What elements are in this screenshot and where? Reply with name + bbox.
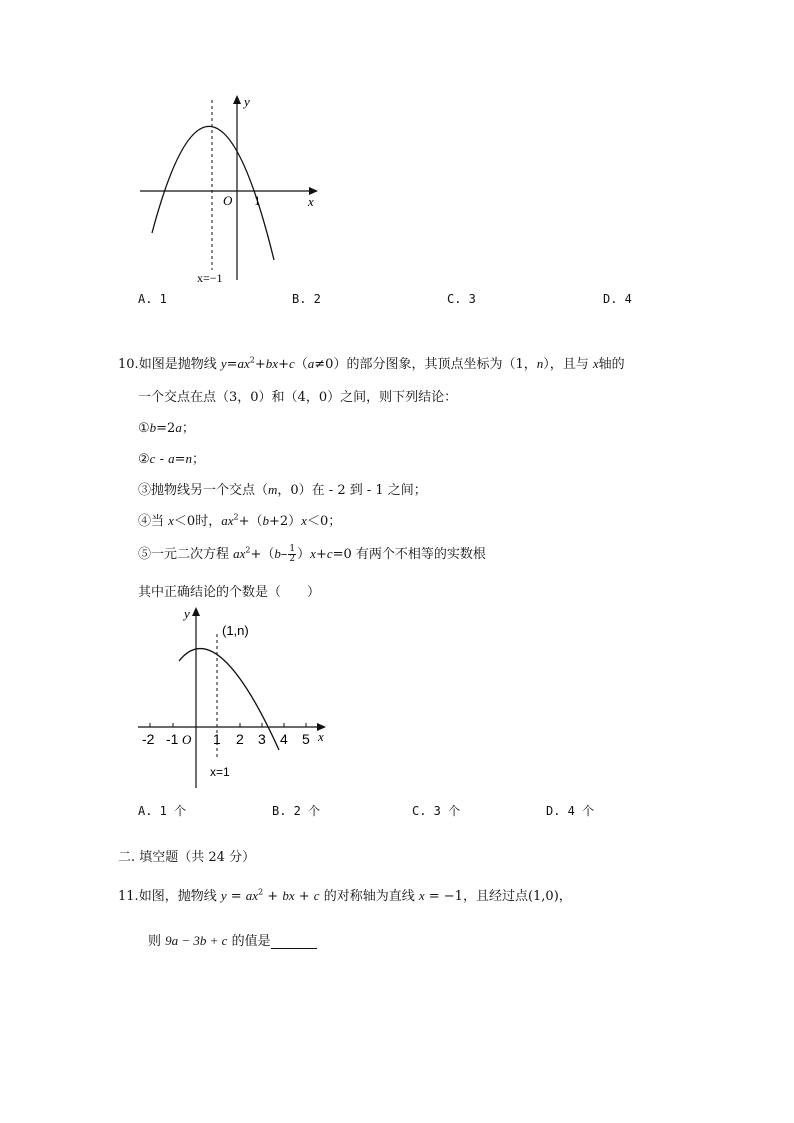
eq-c: c: [288, 356, 295, 371]
var-n: n: [185, 451, 193, 466]
var-b: b: [149, 420, 157, 435]
x-axis-label: x: [318, 729, 324, 744]
eq-text: +（: [238, 514, 263, 529]
y-axis-label: y: [184, 606, 190, 621]
q10-question: [138, 581, 320, 600]
origin-label: O: [223, 193, 233, 208]
q9-option-a[interactable]: A. 1: [138, 292, 167, 306]
eq-text: =0 有两个不相等的实数根: [332, 547, 486, 562]
q10-option-b[interactable]: B. 2 个: [272, 804, 321, 818]
fraction-one-half: [288, 545, 296, 564]
symmetry-axis-label: x=1: [210, 765, 230, 779]
q11-text: 如图，抛物线: [138, 889, 221, 904]
tick-label-1: 1: [254, 193, 261, 208]
section-title: 二. 填空题（共 24 分）: [118, 850, 256, 865]
question-text: 其中正确结论的个数是（ ）: [138, 585, 321, 600]
eq-text: +（: [250, 547, 275, 562]
q10-conclusion-3: [138, 479, 427, 498]
eq-text: -: [155, 452, 169, 467]
point-coordinate: (1,0): [527, 889, 559, 904]
var-ax: ax: [245, 888, 259, 903]
var-y: y: [220, 888, 227, 903]
eq-y: y: [220, 356, 227, 371]
y-axis-label: y: [244, 94, 250, 109]
eq-text: ④当: [138, 514, 169, 529]
var-b: b: [262, 513, 269, 528]
eq-text: =2: [156, 421, 176, 436]
y-axis-arrow: [233, 95, 241, 104]
q10-conclusion-5: [138, 543, 486, 564]
eq-exp: 2: [258, 887, 264, 897]
q10-conclusion-1: [138, 417, 195, 436]
symmetry-axis-label: x=−1: [197, 271, 223, 285]
eq-exp: 2: [249, 355, 255, 365]
q10-stem-line2: [138, 386, 457, 405]
eq-exp: 2: [245, 545, 251, 555]
var-x: x: [418, 888, 425, 903]
var-c: c: [326, 546, 333, 561]
x-var: x: [592, 356, 599, 371]
var-bx: bx: [282, 888, 295, 903]
circle-number: ①: [138, 421, 150, 436]
var-a: a: [175, 420, 182, 435]
q10-stem-text: 一个交点在点（3，0）和（4，0）之间，则下列结论：: [138, 390, 458, 405]
tick-label: 2: [236, 731, 244, 747]
q10-stem-text: 轴的: [598, 357, 625, 372]
q11-text: 的值是: [227, 934, 271, 949]
eq-text: =: [174, 452, 186, 467]
eq-text: ＜0时，: [173, 514, 222, 529]
eq-text: ；: [192, 452, 206, 467]
q10-conclusion-2: [138, 448, 205, 467]
expression: 9a − 3b + c: [165, 933, 228, 948]
q11-line2: [148, 930, 317, 949]
eq-plus: +: [278, 357, 289, 372]
var-x: x: [168, 513, 174, 528]
q11-text: 的对称轴为直线: [319, 889, 419, 904]
q11-text: 则: [148, 934, 166, 949]
parabola-graph-1: [140, 90, 330, 290]
eq-sign: =: [226, 357, 238, 372]
q11-number: 11.: [118, 889, 139, 904]
eq-text: ）: [297, 547, 311, 562]
var-x: x: [301, 513, 307, 528]
q10-option-a[interactable]: A. 1 个: [138, 804, 187, 818]
q10-stem-text: ），且与: [543, 357, 593, 372]
eq-text: ⑤一元二次方程: [138, 547, 234, 562]
eq-text: –: [280, 547, 288, 562]
q10-stem-line1: [118, 353, 625, 372]
eq-text: ，0）在 - 2 到 - 1 之间；: [277, 483, 427, 498]
eq-text: =: [226, 889, 246, 904]
y-axis-arrow: [192, 607, 200, 616]
eq-bx: bx: [265, 356, 279, 371]
q10-option-c[interactable]: C. 3 个: [412, 804, 461, 818]
tick-label: 5: [302, 731, 310, 747]
tick-label: 1: [213, 731, 221, 747]
fraction-numerator: 1: [289, 544, 296, 554]
var-ax: ax: [233, 546, 246, 561]
circle-number: ②: [138, 452, 150, 467]
q9-option-c[interactable]: C. 3: [447, 292, 476, 306]
tick-label: -1: [166, 731, 179, 747]
parabola-graph-2: [134, 602, 334, 794]
var-a: a: [168, 451, 175, 466]
q10-stem-text: 如图是抛物线: [138, 357, 221, 372]
fraction-denominator: 2: [289, 554, 296, 564]
eq-text: +: [263, 889, 283, 904]
eq-text: +: [294, 889, 314, 904]
eq-cond-rest: ≠0）的部分图象，其顶点坐标为（1，: [314, 357, 537, 372]
q11-line1: [118, 885, 572, 904]
var-ax: ax: [221, 513, 234, 528]
eq-plus: +: [254, 357, 266, 372]
eq-n: n: [536, 356, 544, 371]
var-c: c: [313, 888, 320, 903]
q9-option-d[interactable]: D. 4: [603, 292, 632, 306]
eq-text: +2）: [268, 514, 302, 529]
eq-ax: ax: [237, 356, 250, 371]
q10-number: 10.: [118, 357, 139, 372]
eq-text: ；: [181, 421, 195, 436]
answer-blank[interactable]: [271, 934, 317, 949]
q11-text: ，: [558, 889, 572, 904]
section-heading: [118, 846, 255, 865]
q10-option-d[interactable]: D. 4 个: [546, 804, 595, 818]
var-b: b: [274, 546, 281, 561]
var-c: c: [149, 451, 156, 466]
var-x: x: [310, 546, 316, 561]
q9-option-b[interactable]: B. 2: [292, 292, 321, 306]
q10-conclusion-4: [138, 510, 341, 529]
eq-text: = −1: [424, 889, 463, 904]
q11-text: ，且经过点: [462, 889, 528, 904]
eq-text: ＜0；: [306, 514, 342, 529]
tick-label: 4: [280, 731, 288, 747]
eq-text: ③抛物线另一个交点（: [138, 483, 269, 498]
eq-cond-open: （: [294, 357, 308, 372]
x-axis-label: x: [308, 194, 314, 209]
vertex-label: (1,n): [222, 623, 249, 638]
origin-label: O: [182, 732, 192, 747]
var-m: m: [268, 482, 278, 497]
eq-exp: 2: [233, 512, 239, 522]
tick-label: -2: [142, 731, 155, 747]
eq-text: +: [315, 547, 327, 562]
eq-cond-a: a: [307, 356, 315, 371]
tick-label: 3: [258, 731, 266, 747]
